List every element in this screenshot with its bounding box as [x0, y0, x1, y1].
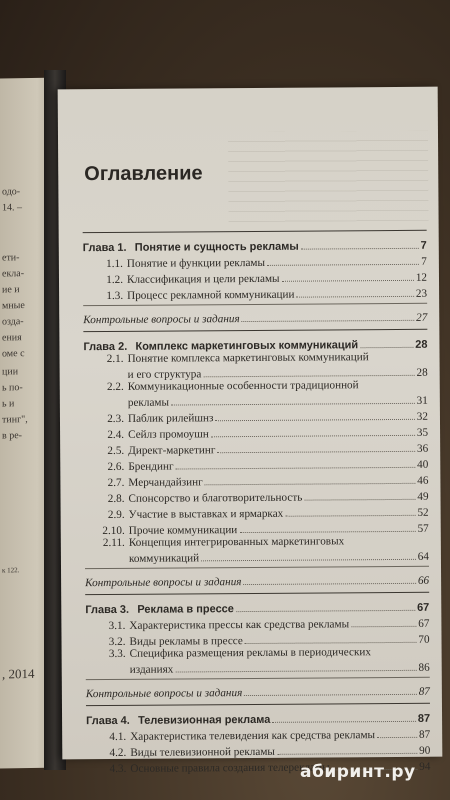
left-page-text: ения — [2, 332, 22, 344]
left-page-text: , 2014 — [2, 665, 35, 682]
chapter-rule — [83, 329, 427, 332]
left-page-text: мные — [2, 300, 25, 312]
section-title: Виды телевизионной рекламы — [130, 745, 275, 759]
section-title: Паблик рилейшнз — [127, 412, 214, 425]
section-title: Коммуникационные особенности традиционной — [127, 379, 359, 393]
section-number: 1.3. — [106, 289, 124, 302]
questions-title: Контрольные вопросы и задания — [83, 313, 240, 327]
section-title: Процесс рекламной коммуникации — [127, 288, 295, 302]
page-number: 23 — [415, 287, 428, 300]
left-page-text: озда- — [2, 316, 24, 328]
page-number: 27 — [416, 311, 428, 324]
section-title: Спонсорство и благотворительность — [128, 491, 303, 505]
section-number: 2.3. — [107, 412, 125, 425]
section-title: Сейлз промоушн — [128, 428, 209, 441]
section-title: Понятие комплекса маркетинговых коммуникаций — [127, 351, 369, 365]
section-title: Брендинг — [128, 460, 174, 473]
section-title: Характеристика телевидения как средства рекламы — [130, 729, 376, 743]
section-number: 4.1. — [109, 730, 127, 743]
left-page-text: екла- — [2, 268, 25, 280]
section-number: 4.2. — [109, 746, 127, 759]
section-number: 2.5. — [107, 444, 125, 457]
divider — [83, 303, 427, 306]
page-number: 28 — [416, 366, 428, 379]
page-number: 52 — [417, 506, 429, 519]
page-number: 57 — [417, 522, 429, 535]
left-page-text: ь и — [2, 398, 15, 410]
page-number: 87 — [418, 685, 430, 698]
section-number: 2.6. — [107, 460, 125, 473]
section-number: 2.10. — [102, 524, 125, 538]
chapter-title: Реклама в прессе — [137, 603, 234, 616]
section-number: 2.4. — [107, 428, 125, 441]
section-number: 2.1. — [106, 352, 124, 365]
chapter-number: Глава 3. — [85, 603, 130, 617]
left-page-text: ции — [2, 366, 19, 378]
section-number: 4.3. — [109, 762, 127, 775]
page-number: 7 — [420, 239, 427, 252]
chapter-title: Понятие и сущность рекламы — [134, 240, 299, 254]
section-entry — [84, 379, 428, 409]
page-number: 32 — [416, 410, 429, 423]
section-title-continued: изданиях — [129, 663, 174, 676]
page-number: 87 — [418, 728, 431, 741]
section-title: Специфика размещения рекламы в периодических — [129, 646, 372, 660]
section-title-continued: коммуникаций — [128, 552, 200, 565]
section-title-continued: рекламы — [127, 396, 170, 409]
left-page-text: в ре- — [2, 430, 22, 442]
left-page-text: 14. – — [2, 202, 22, 214]
page-number: 87 — [417, 712, 431, 725]
chapter-title: Телевизионная реклама — [138, 713, 271, 727]
chapter-number: Глава 1. — [82, 241, 127, 255]
chapter-number: Глава 4. — [86, 714, 130, 728]
table-of-contents — [83, 225, 431, 775]
page-number: 67 — [418, 617, 430, 630]
section-title: Виды рекламы в прессе — [129, 635, 243, 648]
section-number: 2.2. — [106, 380, 124, 393]
chapter-rule — [83, 230, 427, 233]
section-number: 3.1. — [108, 619, 126, 632]
left-page-text: одо- — [2, 186, 21, 198]
questions-title: Контрольные вопросы и задания — [85, 576, 242, 590]
questions-entry — [83, 308, 427, 326]
page-number: 66 — [417, 574, 430, 587]
left-page-text: к 122. — [2, 566, 20, 575]
page-number: 40 — [417, 458, 429, 471]
chapter-number: Глава 2. — [83, 340, 128, 354]
section-number: 3.2. — [108, 635, 126, 648]
page-number: 64 — [417, 550, 429, 563]
left-page-text: ь по- — [2, 382, 23, 394]
page-number: 90 — [419, 744, 431, 757]
section-number: 2.7. — [107, 476, 125, 489]
section-title-continued: и его структура — [127, 368, 202, 381]
section-entry — [83, 284, 427, 302]
watermark-logo: абиринт.ру — [300, 762, 416, 782]
section-number: 1.1. — [106, 257, 123, 271]
page-number: 67 — [417, 601, 430, 614]
section-title: Классификация и цели рекламы — [126, 272, 280, 286]
page-number: 31 — [416, 394, 428, 407]
section-title: Основные правила создания телерекламы — [130, 761, 330, 775]
chapter-rule — [86, 703, 430, 706]
questions-title: Контрольные вопросы и задания — [85, 687, 243, 701]
section-title: Концепция интегрированных маркетинговых — [128, 535, 345, 549]
questions-entry — [85, 571, 429, 589]
section-entry — [84, 351, 428, 381]
left-page-text: оме с — [2, 348, 25, 360]
page-number: 46 — [417, 474, 429, 487]
questions-entry — [86, 682, 430, 700]
chapter-title: Комплекс маркетинговых коммуникаций — [135, 339, 359, 353]
divider — [85, 566, 429, 569]
section-number: 3.3. — [108, 647, 126, 660]
page-number: 12 — [415, 271, 428, 284]
left-page-text: тинг", — [2, 414, 28, 426]
section-title: Директ-маркетинг — [128, 444, 216, 457]
section-number: 2.9. — [107, 508, 125, 521]
section-title: Прочие коммуникации — [128, 524, 238, 537]
section-title: Характеристика прессы как средства рекламы — [129, 618, 350, 632]
page-number: 7 — [421, 255, 427, 268]
left-page-text: ети- — [2, 252, 20, 264]
chapter-rule — [85, 592, 429, 595]
section-number: 2.8. — [107, 492, 125, 505]
section-number: 2.11. — [102, 536, 125, 550]
section-title: Участие в выставках и ярмарках — [128, 507, 284, 521]
page-number: 49 — [417, 490, 429, 503]
page-number: 94 — [419, 760, 431, 773]
section-title: Мерчандайзинг — [128, 476, 203, 489]
section-title: Понятие и функции рекламы — [126, 256, 266, 270]
section-number: 1.2. — [106, 273, 124, 287]
page-number: 86 — [418, 661, 430, 674]
page-number: 28 — [415, 338, 428, 351]
page-number: 35 — [416, 426, 429, 439]
page-title: Оглавление — [84, 162, 203, 186]
left-page-text: ие и — [2, 284, 20, 296]
show-through-text — [228, 131, 429, 222]
divider — [86, 677, 430, 680]
page-number: 70 — [418, 633, 430, 646]
section-entry — [85, 535, 429, 565]
page-number: 36 — [416, 442, 429, 455]
section-entry — [86, 646, 430, 676]
